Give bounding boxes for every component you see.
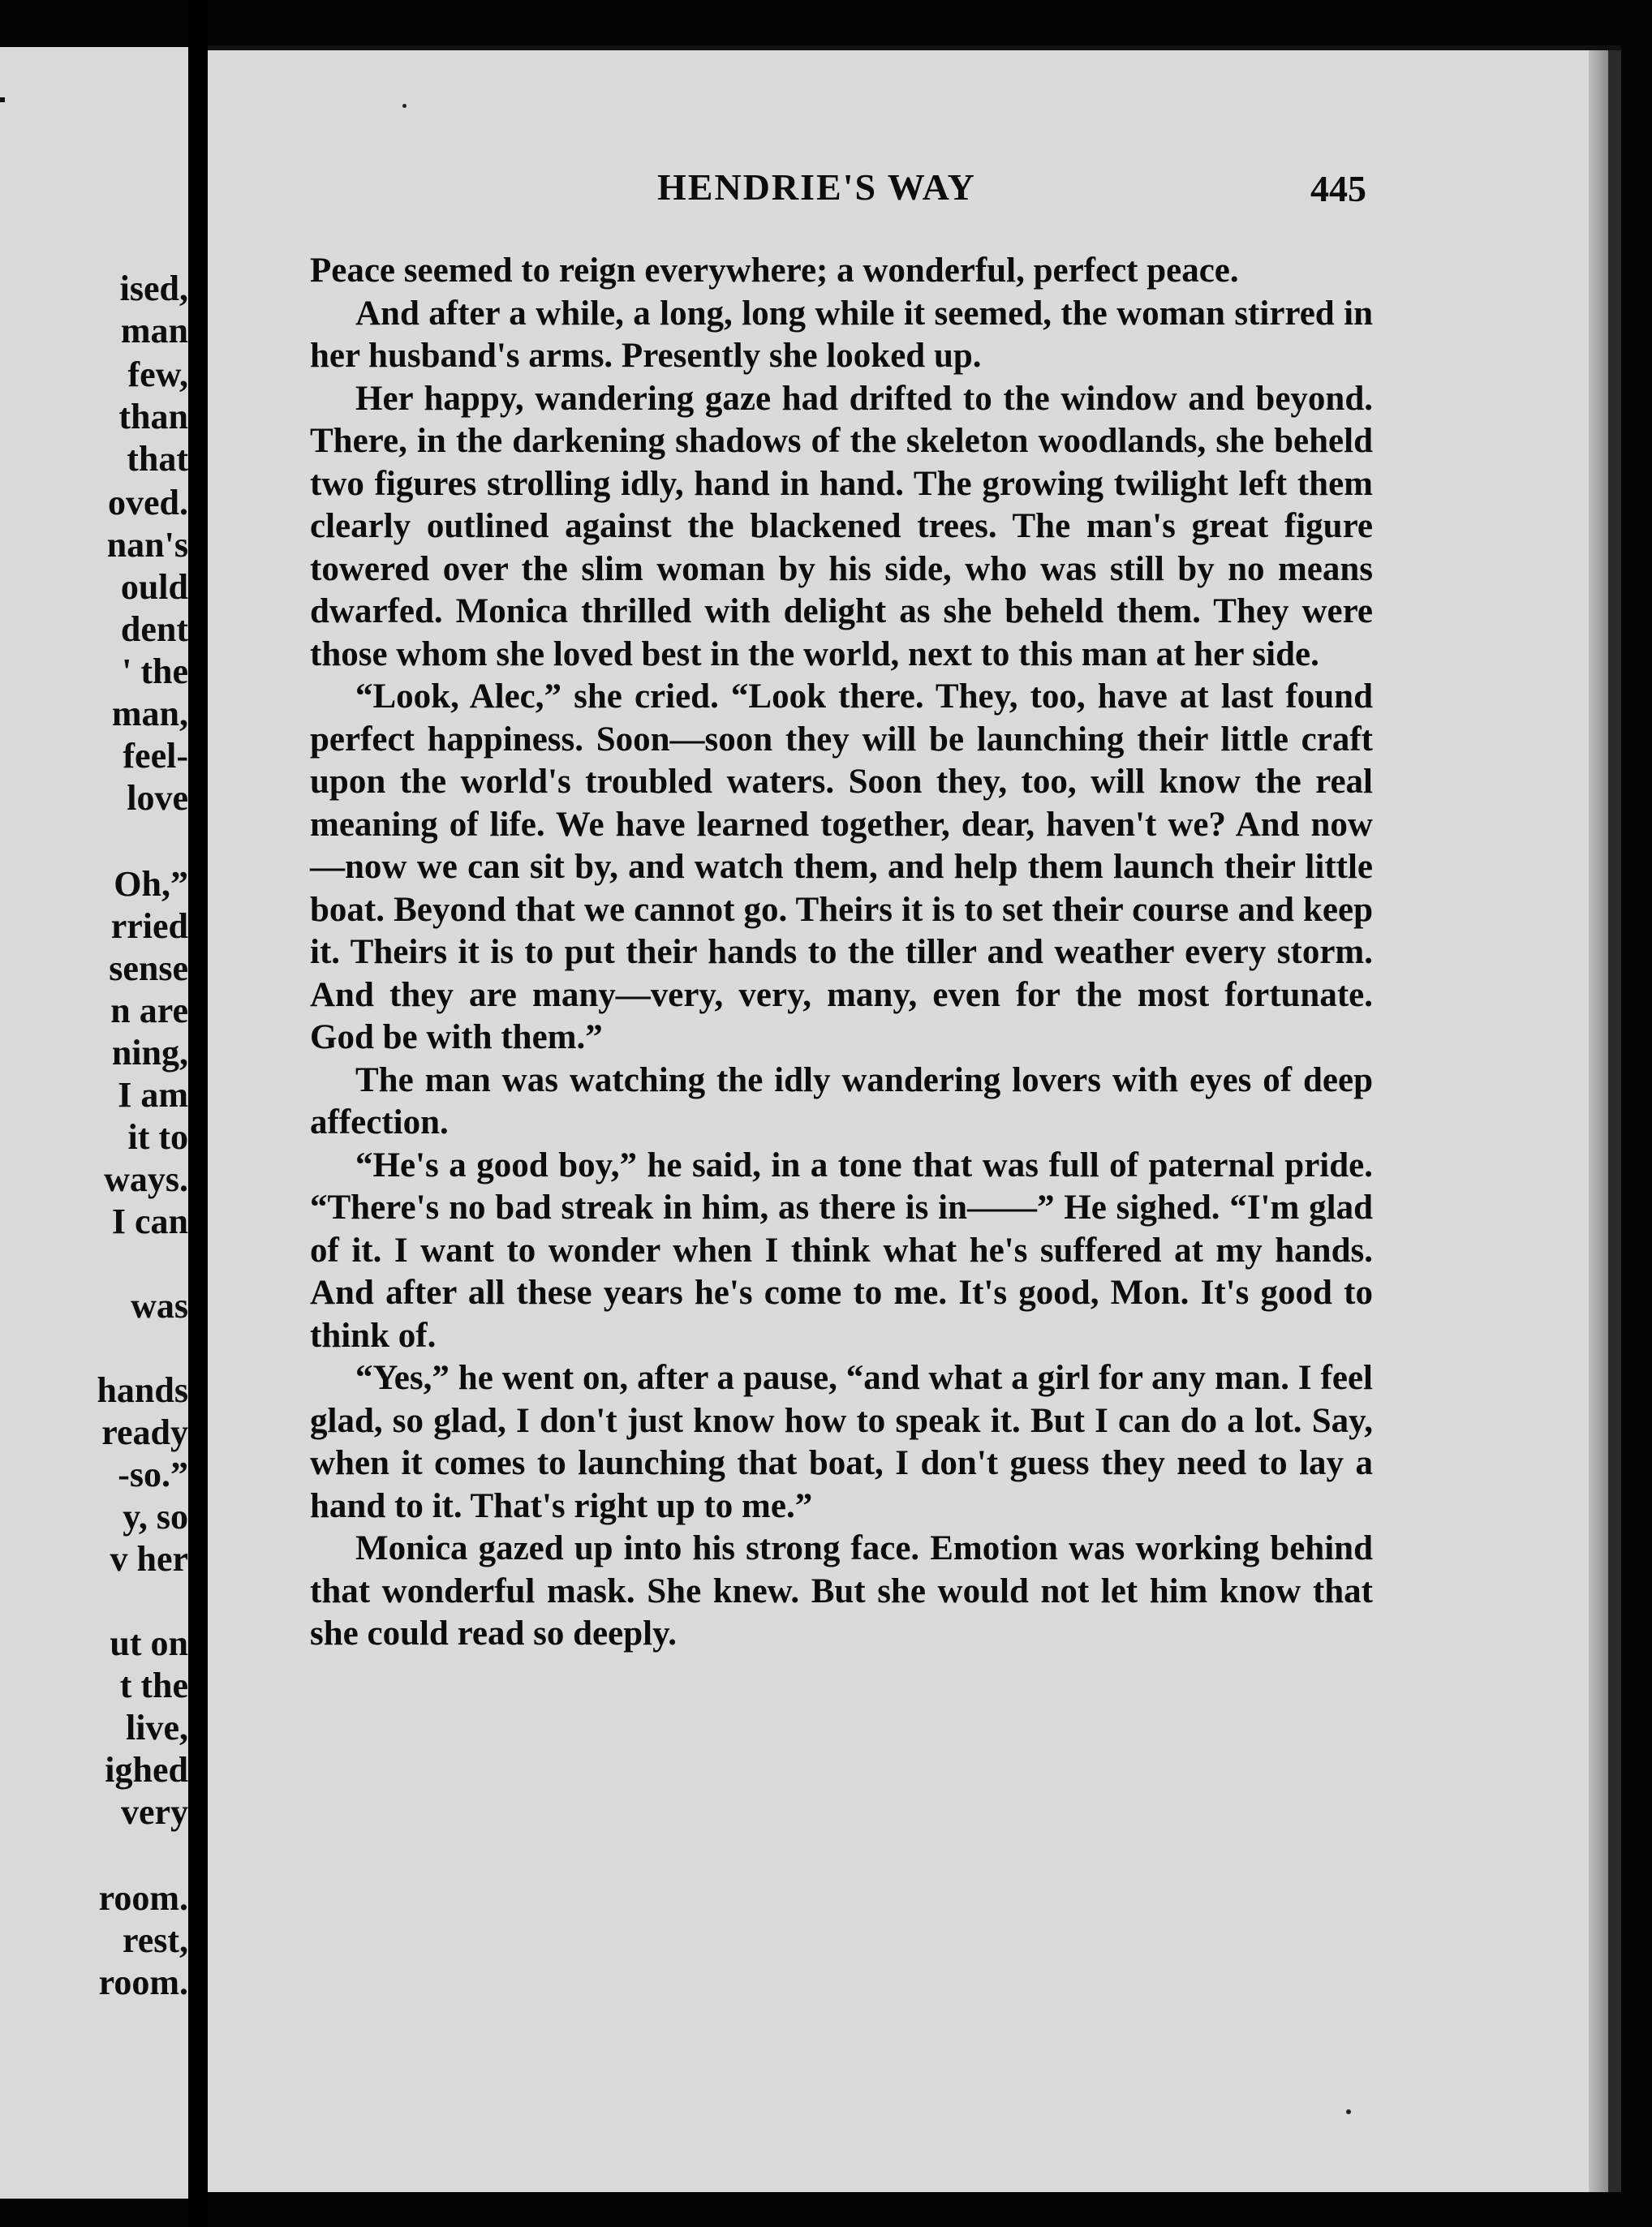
left-fragment: ould	[120, 567, 188, 607]
paragraph: And after a while, a long, long while it seemed, the woman stirred in her husband's arms. Presently she looked up.	[310, 294, 1373, 375]
left-fragment: t the	[119, 1666, 188, 1705]
left-fragment: was	[131, 1286, 188, 1326]
left-fragment: oved.	[108, 483, 188, 522]
left-fragment: v her	[110, 1539, 188, 1579]
left-fragment: that	[127, 439, 188, 479]
paragraph: Her happy, wandering gaze had drifted to the window and beyond. There, in the darkening shadows of the skeleton woodlands, she beheld two figures strolling idly, hand in hand. The growing twilight left them clearly outlined against the blackened trees. The man's great figure towered over the slim woman by his side, who was still by no means dwarfed. Monica thrilled with delight as she beheld them. They were those whom she loved best in the world, next to this man at her side.	[310, 379, 1373, 673]
paragraph: Peace seemed to reign everywhere; a wonderful, perfect peace.	[310, 252, 1239, 290]
paragraph: “Yes,” he went on, after a pause, “and what a girl for any man. I feel glad, so glad, I don't just know how to speak it. But I can do a lot. Say, when it comes to launching that boat, I don't guess they need to lay a hand to it. That's right up to me.”	[310, 1359, 1373, 1525]
page-number: 445	[1310, 168, 1366, 209]
left-fragment: live,	[126, 1708, 188, 1748]
left-fragment: rried	[110, 906, 188, 946]
left-fragment: sense	[109, 948, 188, 988]
left-fragment: dent	[120, 609, 188, 649]
left-fragment: few,	[127, 355, 188, 394]
left-fragment: ready	[101, 1412, 188, 1452]
left-fragment: man,	[111, 694, 188, 733]
paragraph: Monica gazed up into his strong face. Emotion was working behind that wonderful mask. She knew. But she would not let him know that she could read so deeply.	[310, 1529, 1373, 1653]
page-speck	[1346, 2109, 1351, 2114]
left-facing-page	[0, 47, 188, 2199]
paragraph: The man was watching the idly wandering lovers with eyes of deep affection.	[310, 1060, 1373, 1141]
left-fragment: rest,	[122, 1920, 188, 1960]
left-fragment: nan's	[106, 525, 188, 565]
left-fragment: love	[127, 778, 188, 818]
page-edge-shadow	[1589, 50, 1608, 2192]
left-fragment: I can	[111, 1202, 188, 1241]
paragraph: “Look, Alec,” she cried. “Look there. They, too, have at last found perfect happiness. Soon—soon they will be launching their little craft upon the world's troubled waters. Soon they, too, will know the real meaning of life. We have learned together, dear, haven't we? And now—now we can sit by, and watch them, and help them launch their little boat. Beyond that we cannot go. Theirs it is to set their course and keep it. Theirs it is to put their hands to the tiller and weather every storm. And they are many—very, very, many, even for the most fortunate. God be with them.”	[310, 677, 1373, 1056]
left-fragment: very	[120, 1792, 188, 1832]
left-fragment: ' the	[122, 651, 188, 691]
left-fragment: feel-	[123, 736, 188, 776]
left-fragment: y, so	[123, 1497, 188, 1537]
left-fragment: Oh,”	[114, 864, 188, 904]
left-fragment: ut on	[110, 1623, 188, 1663]
paragraph: “He's a good boy,” he said, in a tone that was full of paternal pride. “There's no bad streak in him, as there is in——” He sighed. “I'm glad of it. I want to wonder when I think what he's suffered at my hands. And after all these years he's come to me. It's good, Mon. It's good to think of.	[310, 1146, 1373, 1355]
page-speck	[402, 104, 407, 108]
book-gutter	[188, 0, 208, 2227]
left-fragment: ised,	[119, 269, 188, 308]
left-fragment: room.	[98, 1878, 188, 1918]
page-frame-edge	[1608, 50, 1621, 2192]
left-fragment: room.	[98, 1963, 188, 2002]
left-fragment: hands	[97, 1370, 188, 1410]
left-fragment: it to	[127, 1117, 188, 1157]
left-fragment: ning,	[111, 1033, 188, 1073]
left-fragment: than	[118, 397, 188, 436]
left-fragment: I am	[118, 1075, 188, 1115]
page-body-text	[310, 250, 1373, 1656]
left-fragment: ighed	[105, 1750, 188, 1790]
left-fragment: n are	[110, 991, 188, 1030]
left-fragment: man	[120, 311, 188, 350]
left-fragment: -so.”	[118, 1455, 188, 1494]
left-fragment: ways.	[104, 1159, 188, 1199]
page-speck	[0, 97, 5, 102]
running-head: HENDRIE'S WAY	[657, 166, 976, 208]
